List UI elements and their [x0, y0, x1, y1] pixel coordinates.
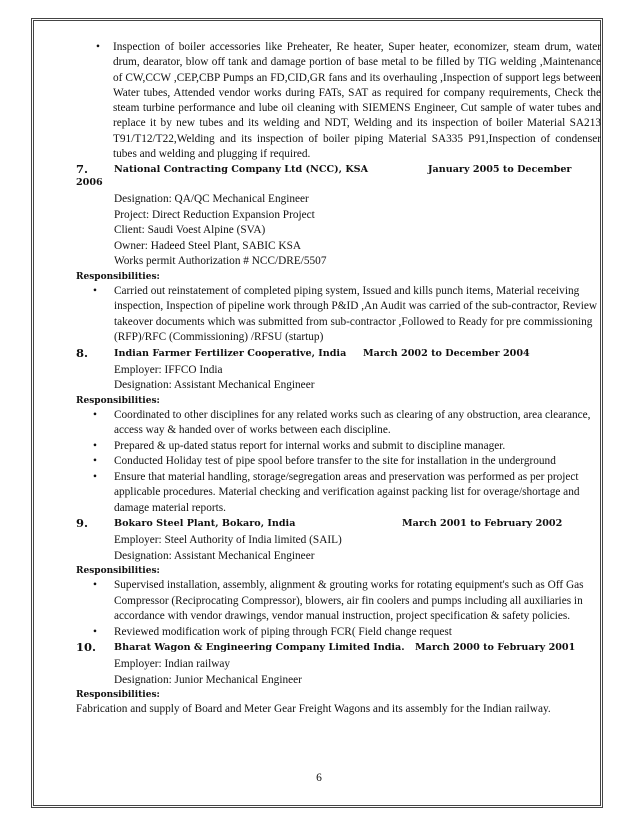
job-details — [76, 192, 601, 270]
responsibilities-list — [76, 578, 601, 640]
job-dates: January 2005 to December — [428, 164, 572, 176]
detail-line: Designation: Junior Mechanical Engineer — [114, 673, 302, 686]
responsibilities-list — [76, 284, 601, 346]
detail-line: Employer: Steel Authority of India limited (SAIL) — [114, 534, 342, 547]
bullet-text: Inspection of boiler accessories like Preheater, Re heater, Super heater, economizer, steam drum, water drum, dearator, blow off tank and damage portion of base metal to be filled by TIG welding ,Maintenance of CW,CCW ,CEP,CBP Pumps an FD,CID,GR fans and its overhauling ,Inspection of support legs between Water tubes, Attended vendor works during FATs, SAT as required for company requirements, Check the steam turbine performance and lube oil cleaning with SIEMENS Engineer, Cut sample of water tubes and replace it by new tubes and its welding and NDT, Welding and its inspection of boiler Material SA213 T91/T12/T22,Welding and its inspection of boiler piping Material SA335 P91,Inspection of condenser tubes and welding and plugging if required. — [113, 41, 601, 161]
company-name: National Contracting Company Ltd (NCC), KSA — [114, 164, 369, 176]
detail-line: Employer: IFFCO India — [114, 363, 223, 376]
list-item — [76, 454, 601, 470]
bullet-icon: • — [93, 625, 97, 638]
list-item — [76, 40, 601, 162]
company-name: Indian Farmer Fertilizer Cooperative, India — [114, 347, 347, 359]
job-description: Fabrication and supply of Board and Meter Gear Freight Wagons and its assembly for the Indian railway. — [76, 703, 551, 716]
bullet-icon: • — [93, 408, 97, 421]
list-item — [76, 470, 601, 517]
page-content — [76, 40, 601, 718]
detail-line: Client: Saudi Voest Alpine (SVA) — [114, 224, 266, 237]
job-heading — [76, 517, 601, 533]
job-number: 8. — [76, 345, 89, 360]
page-number: 6 — [316, 772, 322, 784]
responsibilities-heading: Responsibilities: — [76, 566, 160, 577]
bullet-icon: • — [93, 439, 97, 452]
bullet-text: Reviewed modification work of piping through FCR( Field change request — [114, 625, 452, 638]
bullet-text: Conducted Holiday test of pipe spool before transfer to the site for installation in the underground — [114, 455, 556, 468]
list-item — [76, 439, 601, 455]
detail-line: Owner: Hadeed Steel Plant, SABIC KSA — [114, 239, 302, 252]
detail-line: Designation: QA/QC Mechanical Engineer — [114, 193, 309, 206]
list-item — [76, 578, 601, 625]
bullet-icon: • — [93, 579, 97, 592]
job-heading — [76, 163, 601, 179]
bullet-text: Ensure that material handling, storage/segregation areas and preservation was performed as per project applicable procedures. Material checking and verification against packing list for overage/shortage and damage material reports. — [114, 470, 580, 514]
bullet-icon: • — [93, 284, 97, 297]
responsibilities-list — [76, 408, 601, 517]
job-number: 7. — [76, 162, 89, 177]
responsibilities-heading: Responsibilities: — [76, 271, 160, 282]
job-heading — [76, 347, 601, 363]
detail-line: Designation: Assistant Mechanical Engineer — [114, 379, 315, 392]
job-number: 9. — [76, 516, 89, 531]
company-name: Bharat Wagon & Engineering Company Limited India. — [114, 642, 405, 654]
job-dates: March 2000 to February 2001 — [415, 642, 576, 654]
company-name: Bokaro Steel Plant, Bokaro, India — [114, 518, 296, 530]
job-details — [76, 533, 601, 564]
job-dates: March 2001 to February 2002 — [402, 518, 563, 530]
job-number: 10. — [76, 640, 97, 655]
bullet-text: Prepared & up-dated status report for internal works and submit to discipline manager. — [114, 439, 506, 452]
bullet-text: Supervised installation, assembly, alignment & grouting works for rotating equipment's such as Off Gas Compressor (Reciprocating Compressor), blowers, air fin coolers and pumps including all auxiliaries in accordance with vendor drawings, vendor manual instruction, project specification & safety policies. — [114, 579, 584, 623]
responsibilities-heading: Responsibilities: — [76, 395, 160, 406]
job-dates: March 2002 to December 2004 — [363, 347, 530, 359]
detail-line: Designation: Assistant Mechanical Engineer — [114, 549, 315, 562]
list-item — [76, 408, 601, 439]
list-item — [76, 625, 601, 641]
bullet-icon: • — [93, 470, 97, 483]
job-details — [76, 363, 601, 394]
job-details — [76, 657, 601, 688]
detail-line: Works permit Authorization # NCC/DRE/5507 — [114, 255, 327, 268]
bullet-text: Carried out reinstatement of completed piping system, Issued and kills punch items, Material receiving inspection, Inspection of pipeline work through P&ID ,An Audit was carried of the sub-contractor, Review takeover documents which was submitted from sub-contractor ,Followed to Ready for pre commissioning (RFP)/RFC (Commissioning) /RFSU (startup) — [114, 284, 598, 344]
job-heading — [76, 641, 601, 657]
bullet-icon: • — [96, 41, 100, 53]
bullet-text: Coordinated to other disciplines for any related works such as clearing of any obstruction, area clearance, access way & handed over of works between each discipline. — [114, 408, 591, 437]
detail-line: Employer: Indian railway — [114, 658, 231, 671]
bullet-icon: • — [93, 455, 97, 468]
job-dates-continued: 2006 — [76, 177, 103, 189]
responsibilities-heading: Responsibilities: — [76, 690, 160, 701]
list-item — [76, 284, 601, 346]
detail-line: Project: Direct Reduction Expansion Project — [114, 208, 315, 221]
